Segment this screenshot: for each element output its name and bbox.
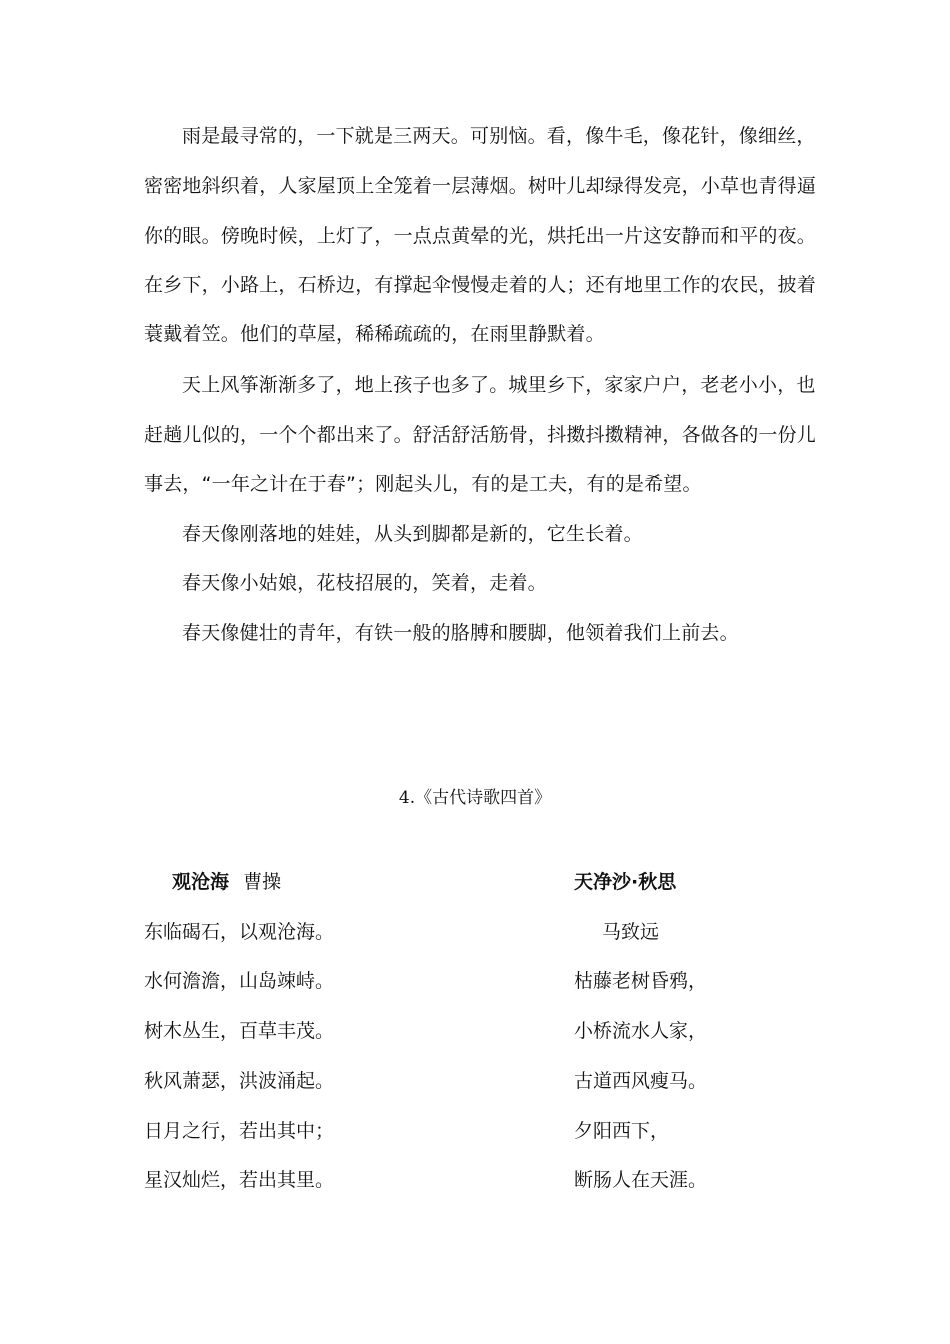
poem-1-line-1: 东临碣石，以观沧海。 (144, 921, 335, 943)
poem-1-line-5: 日月之行，若出其中； (144, 1120, 335, 1142)
paragraph-2-line-3: 事去，“一年之计在于春”；刚起头儿，有的是工夫，有的是希望。 (144, 473, 702, 495)
paragraph-1-line-2: 密密地斜织着，人家屋顶上全笼着一层薄烟。树叶儿却绿得发亮，小草也青得逼 (144, 175, 817, 197)
poem-1-title: 观沧海 (172, 871, 230, 893)
paragraph-2-line-2: 赶趟儿似的，一个个都出来了。舒活舒活筋骨，抖擞抖擞精神，各做各的一份儿 (144, 424, 817, 446)
paragraph-1-line-3: 你的眼。傍晚时候，上灯了，一点点黄晕的光，烘托出一片这安静而和平的夜。 (144, 225, 817, 247)
poem-2-line-4: 夕阳西下， (574, 1120, 670, 1142)
poem-2-author: 马致远 (602, 921, 660, 943)
paragraph-1-line-4: 在乡下，小路上，石桥边，有撑起伞慢慢走着的人；还有地里工作的农民，披着 (144, 274, 817, 296)
poem-1-heading (172, 868, 281, 896)
poem-2-line-2: 小桥流水人家， (574, 1020, 708, 1042)
poem-1-line-6: 星汉灿烂，若出其里。 (144, 1169, 335, 1191)
poem-1-line-4: 秋风萧瑟，洪波涌起。 (144, 1070, 335, 1092)
poem-2-line-5: 断肠人在天涯。 (574, 1169, 708, 1191)
section-title: 4.《古代诗歌四首》 (398, 788, 552, 808)
poem-1-author: 曹操 (243, 871, 282, 893)
poem-2-line-1: 枯藤老树昏鸦， (574, 970, 708, 992)
paragraph-1-line-1: 雨是最寻常的，一下就是三两天。可别恼。看，像牛毛，像花针，像细丝， (182, 125, 816, 147)
short-paragraph-3: 春天像健壮的青年，有铁一般的胳膊和腰脚，他领着我们上前去。 (182, 622, 739, 644)
short-paragraph-1: 春天像刚落地的娃娃，从头到脚都是新的，它生长着。 (182, 523, 643, 545)
short-paragraph-2: 春天像小姑娘，花枝招展的，笑着，走着。 (182, 572, 547, 594)
poem-2-line-3: 古道西风瘦马。 (574, 1070, 708, 1092)
poem-1-line-2: 水何澹澹，山岛竦峙。 (144, 970, 335, 992)
poem-2-title: 天净沙·秋思 (574, 871, 677, 893)
paragraph-2-line-1: 天上风筝渐渐多了，地上孩子也多了。城里乡下，家家户户，老老小小，也 (182, 374, 816, 396)
poem-1-line-3: 树木丛生，百草丰茂。 (144, 1020, 335, 1042)
paragraph-1-line-5: 蓑戴着笠。他们的草屋，稀稀疏疏的，在雨里静默着。 (144, 323, 605, 345)
